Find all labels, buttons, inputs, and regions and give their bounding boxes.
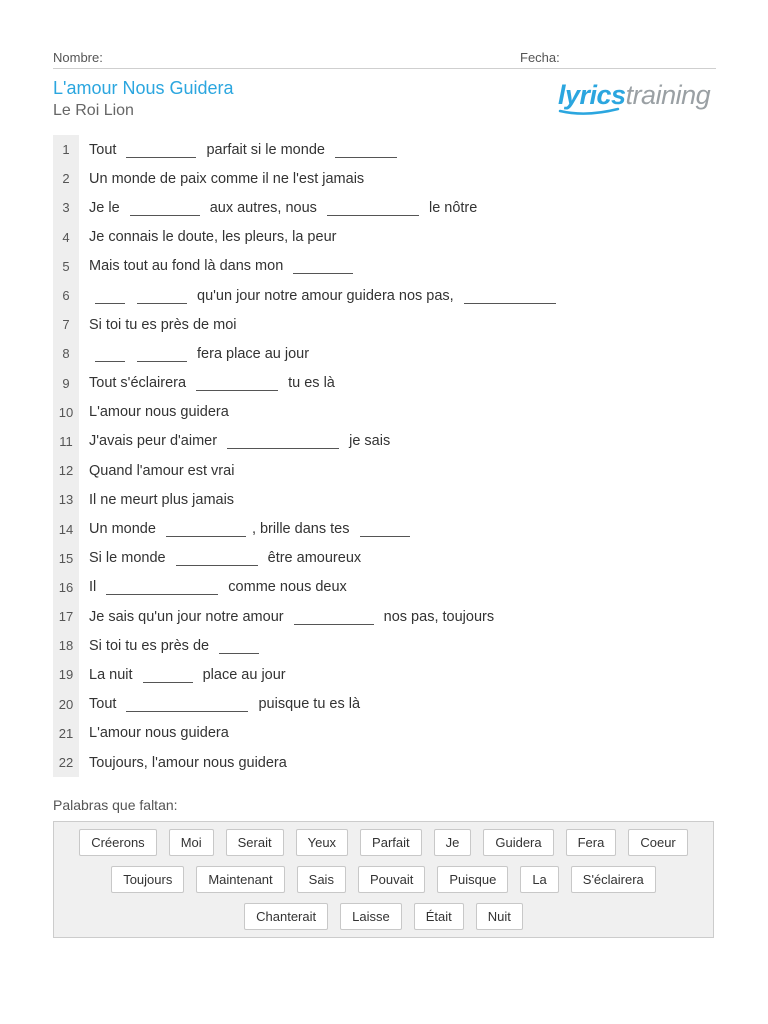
lyric-line xyxy=(53,369,716,398)
word-chip[interactable]: Parfait xyxy=(360,829,422,856)
lyric-line xyxy=(53,135,716,164)
lyric-fragment: Je sais qu'un jour notre amour xyxy=(89,608,288,625)
line-number: 10 xyxy=(53,398,79,427)
line-number: 22 xyxy=(53,748,79,777)
blank-slot[interactable] xyxy=(166,521,246,537)
lyric-line xyxy=(53,514,716,543)
lyric-fragment: La nuit xyxy=(89,666,137,683)
word-chip[interactable]: Maintenant xyxy=(196,866,284,893)
blank-slot[interactable] xyxy=(95,288,125,304)
lyric-text xyxy=(89,463,234,479)
lyric-text xyxy=(89,521,416,537)
lyric-line xyxy=(53,748,716,777)
line-number: 7 xyxy=(53,310,79,339)
lyric-line xyxy=(53,631,716,660)
line-number: 17 xyxy=(53,602,79,631)
lyric-text xyxy=(89,200,477,216)
lyric-text xyxy=(89,346,309,362)
lyric-text xyxy=(89,638,265,654)
lyric-text xyxy=(89,229,336,245)
lyric-fragment: je sais xyxy=(345,433,391,450)
lyric-line xyxy=(53,164,716,193)
logo-text-training: training xyxy=(625,80,711,110)
lyric-fragment: Tout s'éclairera xyxy=(89,375,191,392)
lyric-text xyxy=(89,375,335,391)
lyric-fragment: Il ne meurt plus jamais xyxy=(89,491,235,508)
word-chip[interactable]: Fera xyxy=(566,829,617,856)
lyric-fragment: Un monde de paix comme il ne l'est jamais xyxy=(89,170,365,187)
word-chip[interactable]: Yeux xyxy=(296,829,348,856)
lyric-line xyxy=(53,252,716,281)
lyric-fragment: Si toi tu es près de xyxy=(89,637,214,654)
lyric-text xyxy=(89,404,229,420)
word-chip[interactable]: Guidera xyxy=(483,829,553,856)
word-chip[interactable]: Toujours xyxy=(111,866,184,893)
line-number: 4 xyxy=(53,223,79,252)
lyric-line xyxy=(53,427,716,456)
word-chip[interactable]: S'éclairera xyxy=(571,866,656,893)
lyric-fragment: Il xyxy=(89,579,101,596)
line-number: 14 xyxy=(53,514,79,543)
song-artist: Le Roi Lion xyxy=(53,102,134,119)
blank-slot[interactable] xyxy=(227,433,339,449)
lyric-fragment: Tout xyxy=(89,141,121,158)
lyric-line xyxy=(53,660,716,689)
word-chip[interactable]: Chanterait xyxy=(244,903,328,930)
lyric-line xyxy=(53,193,716,222)
blank-slot[interactable] xyxy=(360,521,410,537)
lyric-line xyxy=(53,602,716,631)
line-number: 8 xyxy=(53,339,79,368)
word-chip[interactable]: Coeur xyxy=(628,829,687,856)
blank-slot[interactable] xyxy=(137,288,187,304)
lyric-text xyxy=(89,288,562,304)
lyric-fragment: qu'un jour notre amour guidera nos pas, xyxy=(193,287,458,304)
lyric-fragment: L'amour nous guidera xyxy=(89,404,229,421)
lyric-fragment: Je connais le doute, les pleurs, la peur xyxy=(89,229,337,246)
lyric-fragment: Si toi tu es près de moi xyxy=(89,316,237,333)
line-number: 11 xyxy=(53,427,79,456)
word-chip[interactable]: Était xyxy=(414,903,464,930)
word-chip[interactable]: Moi xyxy=(169,829,214,856)
svg-text:lyricstraining xyxy=(558,80,711,110)
lyric-text xyxy=(89,579,347,595)
lyrics-lines xyxy=(53,135,716,777)
lyric-text xyxy=(89,433,390,449)
lyric-text xyxy=(89,609,494,625)
lyric-text xyxy=(89,171,364,187)
line-number: 6 xyxy=(53,281,79,310)
blank-slot[interactable] xyxy=(327,200,419,216)
name-label: Nombre: xyxy=(53,50,103,65)
line-number: 15 xyxy=(53,544,79,573)
lyric-text xyxy=(89,667,286,683)
lyric-fragment: tu es là xyxy=(284,375,335,392)
lyric-fragment: Je le xyxy=(89,199,124,216)
lyric-fragment: puisque tu es là xyxy=(254,696,361,713)
word-chip[interactable]: Puisque xyxy=(437,866,508,893)
lyric-fragment: aux autres, nous xyxy=(205,199,321,216)
lyric-line xyxy=(53,544,716,573)
blank-slot[interactable] xyxy=(464,288,556,304)
lyric-fragment: parfait si le monde xyxy=(202,141,329,158)
line-number: 5 xyxy=(53,252,79,281)
date-label: Fecha: xyxy=(520,50,560,65)
lyric-line xyxy=(53,310,716,339)
blank-slot[interactable] xyxy=(126,696,248,712)
word-chip[interactable]: Pouvait xyxy=(358,866,425,893)
blank-slot[interactable] xyxy=(95,346,125,362)
lyric-fragment: Tout xyxy=(89,696,121,713)
line-number: 12 xyxy=(53,456,79,485)
lyric-line xyxy=(53,485,716,514)
lyric-line xyxy=(53,690,716,719)
word-chip[interactable]: Sais xyxy=(297,866,346,893)
lyric-line xyxy=(53,398,716,427)
lyric-line xyxy=(53,456,716,485)
lyricstraining-logo xyxy=(556,76,716,118)
lyric-text xyxy=(89,492,234,508)
blank-slot[interactable] xyxy=(130,200,200,216)
lyric-line xyxy=(53,281,716,310)
header-row xyxy=(53,46,716,69)
song-title: L'amour Nous Guidera xyxy=(53,78,234,98)
lyric-line xyxy=(53,719,716,748)
lyric-fragment: être amoureux xyxy=(263,550,362,567)
line-number: 20 xyxy=(53,690,79,719)
line-number: 3 xyxy=(53,193,79,222)
word-chip[interactable]: Nuit xyxy=(476,903,523,930)
lyric-fragment: J'avais peur d'aimer xyxy=(89,433,222,450)
word-chip[interactable]: Serait xyxy=(226,829,284,856)
logo-text-lyrics: lyrics xyxy=(558,80,626,110)
word-chip[interactable]: Créerons xyxy=(79,829,156,856)
lyric-text xyxy=(89,725,229,741)
blank-slot[interactable] xyxy=(219,638,259,654)
lyric-fragment: le nôtre xyxy=(424,199,478,216)
lyric-fragment: , brille dans tes xyxy=(251,521,354,538)
word-chip[interactable]: Laisse xyxy=(340,903,402,930)
lyric-text xyxy=(89,142,403,158)
missing-words-label: Palabras que faltan: xyxy=(53,797,178,813)
word-chip[interactable]: Je xyxy=(434,829,472,856)
line-number: 16 xyxy=(53,573,79,602)
lyric-text xyxy=(89,755,287,771)
blank-slot[interactable] xyxy=(106,579,218,595)
blank-slot[interactable] xyxy=(294,609,374,625)
lyric-fragment: L'amour nous guidera xyxy=(89,725,229,742)
lyric-fragment: Quand l'amour est vrai xyxy=(89,462,235,479)
lyric-fragment: place au jour xyxy=(198,666,286,683)
line-number: 18 xyxy=(53,631,79,660)
lyric-text xyxy=(89,258,359,274)
blank-slot[interactable] xyxy=(176,550,258,566)
lyric-fragment: fera place au jour xyxy=(193,345,310,362)
lyric-line xyxy=(53,573,716,602)
line-number: 19 xyxy=(53,660,79,689)
lyric-text xyxy=(89,550,361,566)
lyric-fragment: nos pas, toujours xyxy=(379,608,495,625)
lyric-fragment: Un monde xyxy=(89,521,160,538)
lyric-text xyxy=(89,696,360,712)
line-number: 2 xyxy=(53,164,79,193)
word-chip[interactable]: La xyxy=(520,866,558,893)
lyric-fragment: Mais tout au fond là dans mon xyxy=(89,258,288,275)
line-number: 13 xyxy=(53,485,79,514)
lyric-fragment: Si le monde xyxy=(89,550,170,567)
blank-slot[interactable] xyxy=(137,346,187,362)
lyric-line xyxy=(53,339,716,368)
lyric-text xyxy=(89,317,237,333)
missing-words-box xyxy=(53,821,714,938)
line-number: 9 xyxy=(53,369,79,398)
line-number: 21 xyxy=(53,719,79,748)
lyric-fragment: Toujours, l'amour nous guidera xyxy=(89,754,287,771)
blank-slot[interactable] xyxy=(143,667,193,683)
line-number: 1 xyxy=(53,135,79,164)
blank-slot[interactable] xyxy=(196,375,278,391)
blank-slot[interactable] xyxy=(335,142,397,158)
blank-slot[interactable] xyxy=(126,142,196,158)
blank-slot[interactable] xyxy=(293,258,353,274)
lyric-line xyxy=(53,223,716,252)
lyric-fragment: comme nous deux xyxy=(224,579,347,596)
